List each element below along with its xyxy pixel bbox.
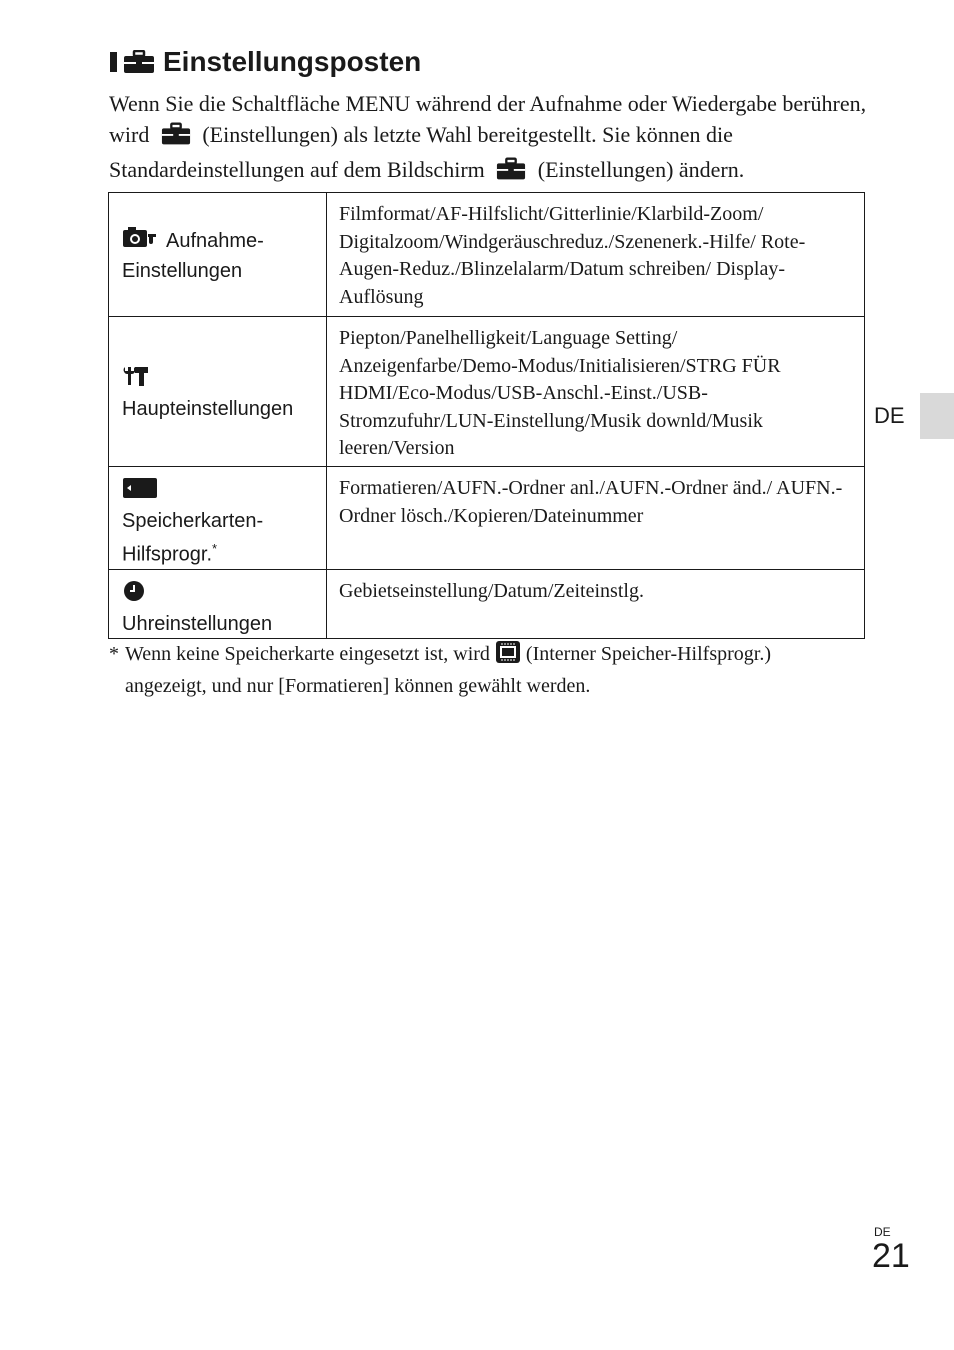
category-label: Hilfsprogr.: [122, 543, 213, 566]
category-cell: [109, 467, 327, 570]
category-label: Haupteinstellungen: [122, 398, 294, 420]
intro-text-1: Wenn Sie die Schaltfläche MENU während der Aufnahme oder Wiedergabe berühren, wird: [109, 91, 867, 147]
table-row: [109, 569, 865, 638]
category-cell: [109, 569, 327, 638]
category-cell: [109, 317, 327, 467]
wrench-hammer-icon: [122, 365, 316, 395]
page-number: 21: [872, 1237, 910, 1275]
settings-items: Filmformat/AF-Hilfslicht/Gitterlinie/Klarbild-Zoom/ Digitalzoom/Windgeräuschreduz./Szenenerk.-Hilfe/ Rote-Augen-Reduz./Blinzelalarm/Datum schreiben/ Display-Auflösung: [327, 193, 865, 317]
table-row: [109, 317, 865, 467]
settings-items: Formatieren/AUFN.-Ordner anl./AUFN.-Ordner änd./ AUFN.-Ordner lösch./Kopieren/Dateinummer: [327, 467, 865, 570]
internal-memory-icon: [495, 640, 521, 672]
heading-bar: [110, 52, 117, 72]
toolbox-icon: [123, 50, 155, 74]
category-label: Uhreinstellungen: [122, 612, 273, 635]
table-row: [109, 467, 865, 570]
toolbox-icon: [496, 157, 526, 189]
camera-settings-icon: [122, 225, 158, 257]
footnote-text-2: (Interner Speicher-Hilfsprogr.): [525, 643, 771, 665]
category-label: Speicherkarten-: [122, 510, 264, 532]
language-label: DE: [874, 403, 905, 428]
toolbox-icon: [161, 122, 191, 154]
intro-paragraph: [109, 88, 869, 189]
table-row: [109, 193, 865, 317]
page-title: Einstellungsposten: [163, 46, 422, 77]
page-language: DE: [874, 1225, 891, 1239]
category-label: Einstellungen: [122, 260, 243, 282]
side-tab: [920, 393, 954, 439]
category-label: Aufnahme-: [166, 230, 264, 252]
settings-items: Gebietseinstellung/Datum/Zeiteinstlg.: [327, 569, 865, 638]
settings-table: [108, 192, 865, 639]
footnote-marker: *: [212, 541, 218, 556]
footnote-text-1: Wenn keine Speicherkarte eingesetzt ist, wird: [125, 643, 490, 665]
category-cell: [109, 193, 327, 317]
intro-text-2: (Einstellungen) als letzte Wahl bereitgestellt. Sie können die Standardeinstellungen auf dem Bildschirm: [109, 122, 733, 182]
footnote-asterisk: *: [109, 643, 119, 665]
memory-card-icon: [122, 477, 316, 507]
footnote-text-3: angezeigt, und nur [Formatieren] können gewählt werden.: [125, 675, 591, 697]
footnote: [109, 640, 869, 700]
section-heading: [110, 46, 421, 78]
settings-items: Piepton/Panelhelligkeit/Language Setting/ Anzeigenfarbe/Demo-Modus/Initialisieren/STRG FÜR HDMI/Eco-Modus/USB-Anschl.-Einst./USB-Stromzufuhr/LUN-Einstellung/Musik downld/Musik leeren/Version: [327, 317, 865, 467]
intro-text-3: (Einstellungen) ändern.: [537, 157, 745, 182]
clock-icon: [122, 580, 316, 610]
